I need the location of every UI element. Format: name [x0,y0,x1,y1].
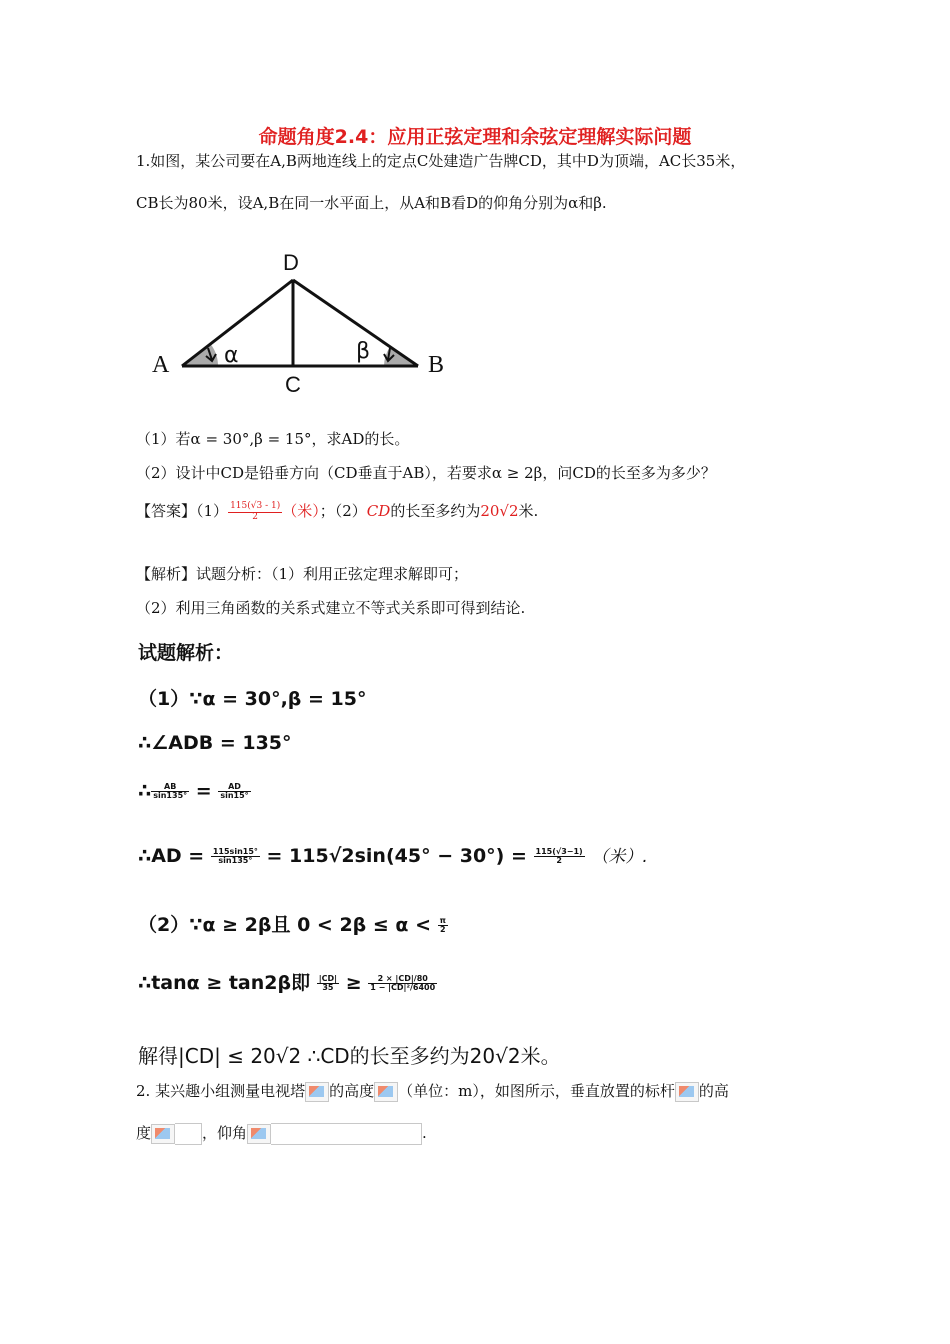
image-placeholder-icon [247,1124,271,1144]
label-beta: β [356,339,371,364]
analysis-line-2: （2）利用三角函数的关系式建立不等式关系即可得到结论. [136,599,526,617]
blank-box [271,1123,422,1145]
answer-mid-text: 的长至多约为 [390,502,481,520]
label-alpha: α [224,343,239,368]
fraction-result: $\frac{115(√3-1)}{2}$ [535,846,583,865]
answer-part-1-label: （1） [196,502,229,520]
answer-fraction: $\frac{115(√3 - 1)}{2}$ [230,501,281,522]
image-placeholder-icon [374,1082,398,1102]
answer-tag: 【答案】 [136,502,197,520]
answer-unit: （米） [282,502,320,520]
triangle-diagram [148,244,458,404]
fraction-pi-over-2: $\frac{\pi}{2}$ [439,915,446,934]
answer-end: 米. [518,502,539,520]
fraction-115sin15: $\frac{115\sin 15^\circ}{\sin 135^\circ}$ [212,846,258,865]
solution-step-7: 解得|CD| ≤ 20√2 ∴CD的长至多约为20√2米。 [138,1044,561,1068]
image-placeholder-icon [675,1082,699,1102]
fraction-cd-35: $\frac{|CD|}{35}$ [318,973,338,992]
question-1-part-2: （2）设计中CD是铅垂方向（CD垂直于AB），若要求α ≥ 2β，问CD的长至多为多少？ [136,464,716,482]
question-1-line-1: 1.如图，某公司要在A,B两地连线上的定点C处建造广告牌CD，其中D为顶端，AC长35米， [136,152,746,170]
question-1-line-2: CB长为80米，设A,B在同一水平面上，从A和B看D的仰角分别为α和β. [136,194,607,212]
solution-step-4: ∴AD = $\frac{115\sin 15^\circ}{\sin 135^\circ}$ = 115√2sin(45° − 30°) = $\frac{115(√3-1)}{2}$ （米）. [138,845,648,867]
fraction-ab-sin135: $\frac{AB}{\sin 135^\circ}$ [153,781,188,800]
question-2-line-2: 度 ，仰角 . [136,1122,427,1145]
image-placeholder-icon [305,1082,329,1102]
solution-step-3: ∴ $\frac{AB}{\sin 135^\circ}$ = $\frac{AD}{\sin 15^\circ}$ [138,780,249,802]
fraction-tan2beta: $\frac{2 \times |CD|/80}{\text{1 − |CD|²/6400}}$ [370,973,436,992]
answer-separator: ； [319,502,335,520]
label-c: C [285,372,301,397]
answer-value: 20√2 [480,502,519,520]
fraction-ad-sin15: $\frac{AD}{\sin 15^\circ}$ [220,781,249,800]
analysis-line-1: 【解析】试题分析：（1）利用正弦定理求解即可； [136,565,469,583]
question-2-line-1: 2. 某兴趣小组测量电视塔 的高度 （单位：m），如图所示，垂直放置的标杆 的高 [136,1082,729,1100]
answer-part-2-label: （2） [334,502,367,520]
answer-line [136,500,538,522]
solution-heading: 试题解析： [138,642,234,664]
answer-cd: CD [366,502,391,520]
solution-step-1: （1）∵α = 30°,β = 15° [138,688,367,710]
blank-box [175,1123,202,1145]
label-b: B [428,352,445,378]
page-title: 命题角度2.4：应用正弦定理和余弦定理解实际问题 [258,126,692,148]
question-1-part-1: （1）若α = 30°,β = 15°，求AD的长。 [136,430,410,448]
image-placeholder-icon [151,1124,175,1144]
solution-step-2: ∴∠ADB = 135° [138,732,292,754]
solution-step-6: ∴tanα ≥ tan2β即 $\frac{|CD|}{35}$ ≥ $\frac{2 \times |CD|/80}{\text{1 − |CD|²/6400}}$ [138,972,436,994]
label-a: A [152,352,170,378]
solution-step-5: （2）∵α ≥ 2β且 0 < 2β ≤ α < $\frac{\pi}{2}$ [138,914,446,936]
label-d: D [283,250,299,275]
